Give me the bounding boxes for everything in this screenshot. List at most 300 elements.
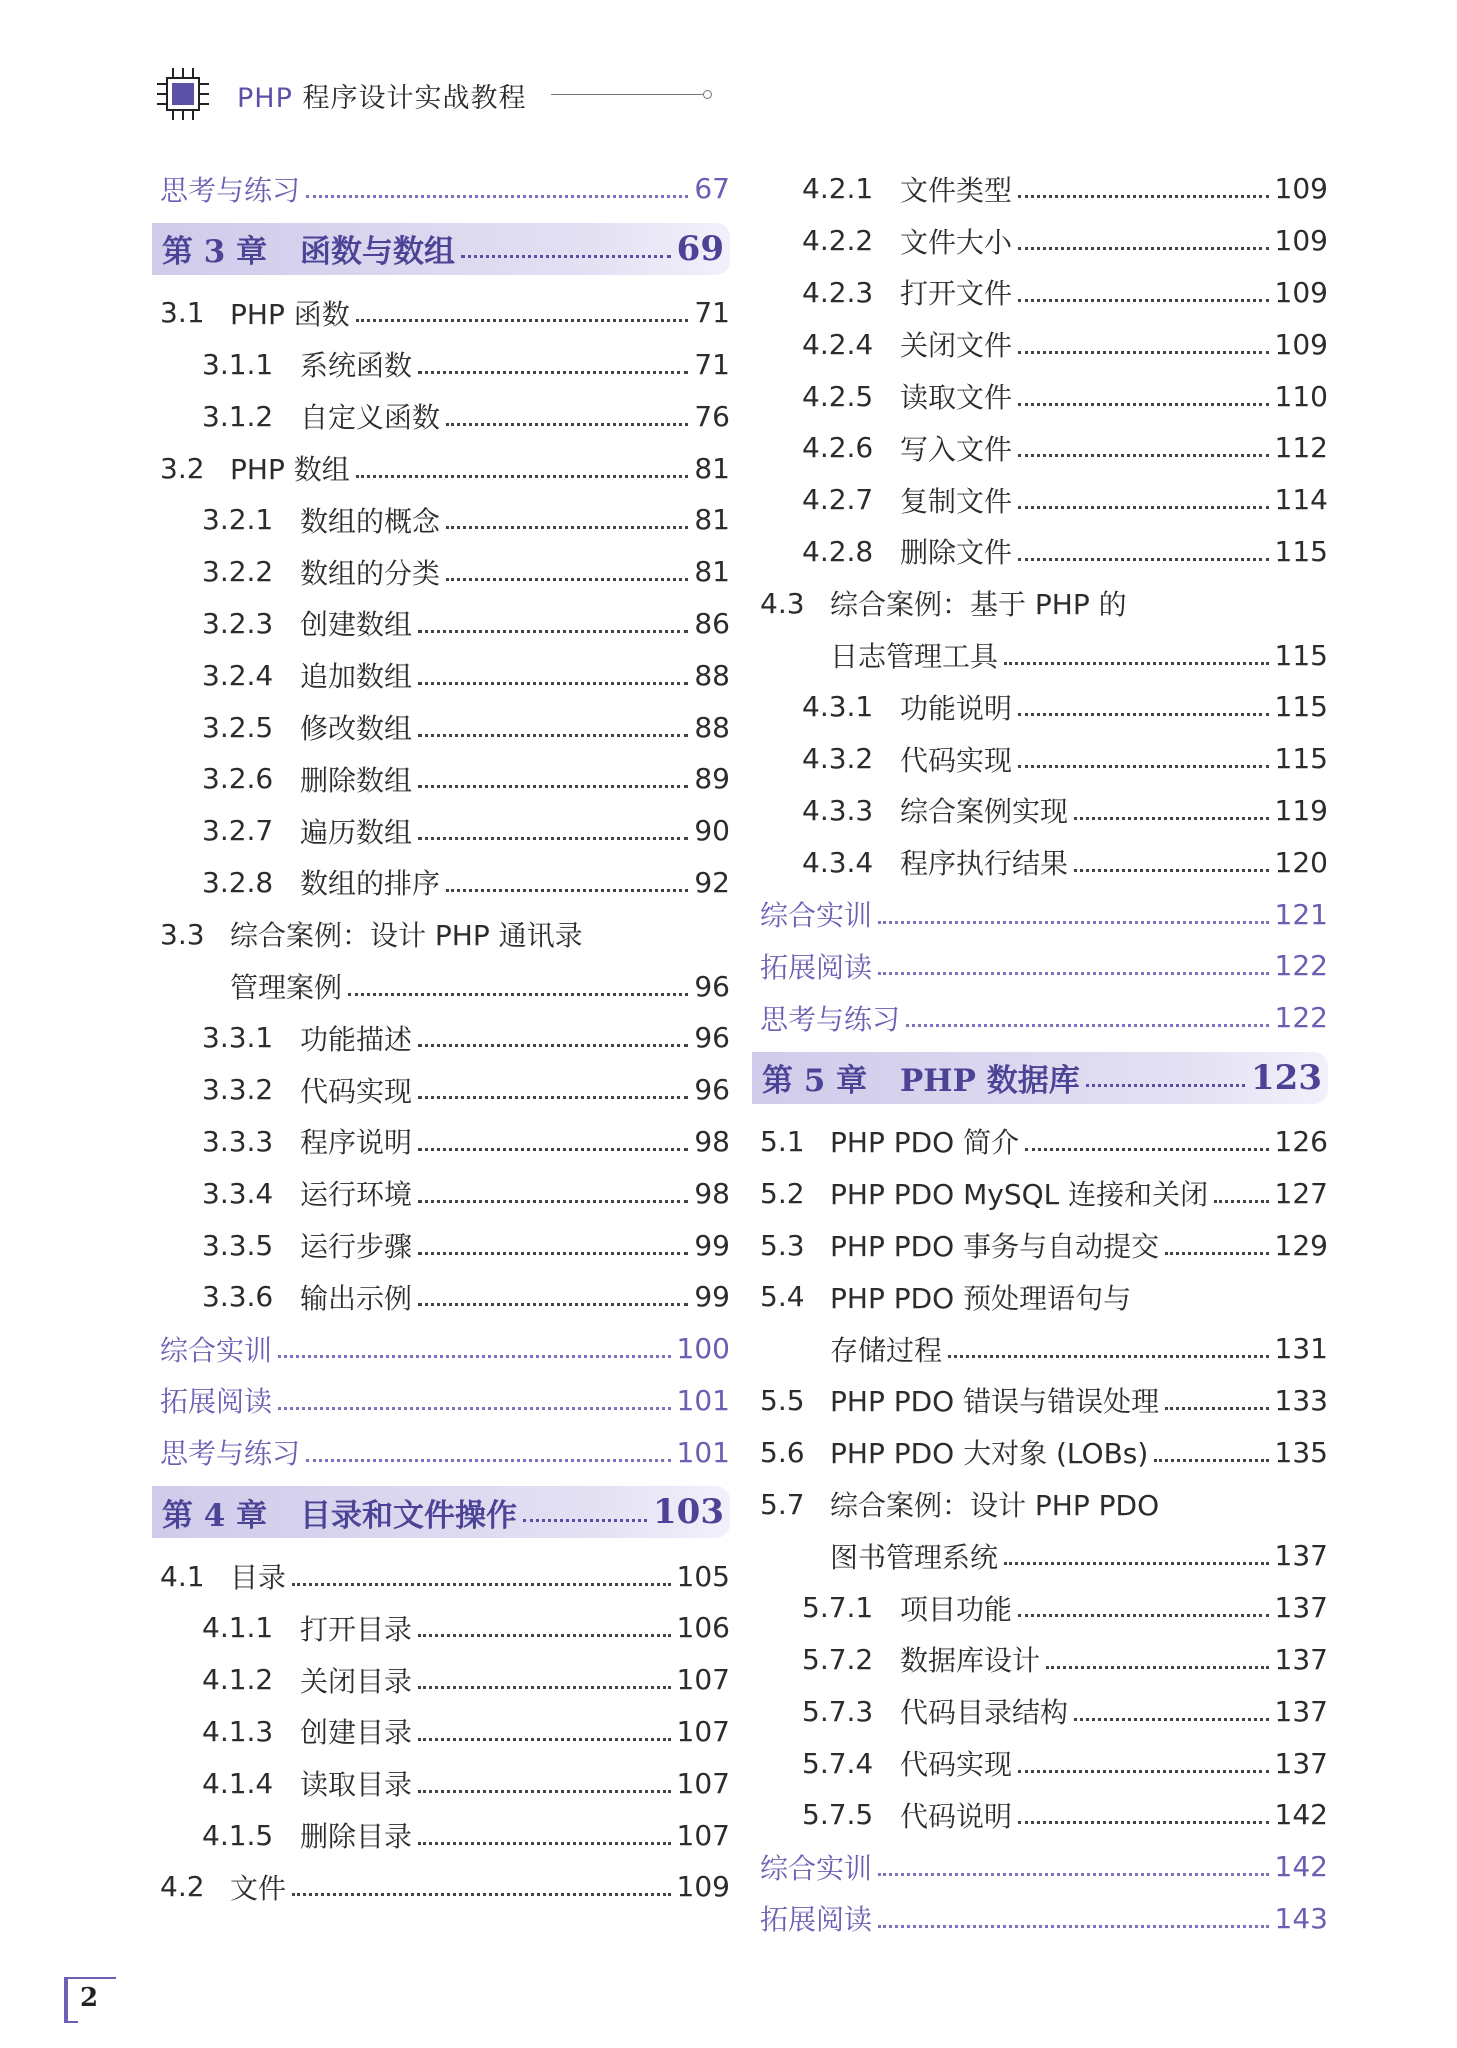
- dot-leader: [878, 1925, 1269, 1928]
- section-page: 142: [1274, 1798, 1328, 1832]
- dot-leader: [306, 195, 688, 198]
- section-page: 101: [676, 1383, 730, 1417]
- section-title: 思考与练习: [160, 1437, 301, 1471]
- section-page: 81: [694, 555, 730, 589]
- section-page: 107: [676, 1766, 730, 1800]
- dot-leader: [1018, 454, 1269, 457]
- toc-entry: [152, 1219, 730, 1271]
- section-title: 复制文件: [900, 484, 1013, 518]
- chapter-heading: [152, 223, 730, 275]
- section-page: 121: [1274, 897, 1328, 931]
- toc-entry: [752, 1375, 1328, 1427]
- toc-entry: [752, 733, 1328, 785]
- section-title: PHP 函数: [230, 297, 350, 331]
- dot-leader: [418, 1252, 688, 1255]
- section-title: 运行环境: [300, 1178, 413, 1212]
- section-title: 代码说明: [900, 1799, 1013, 1833]
- running-header: [153, 64, 673, 124]
- toc-entry: [152, 1602, 730, 1654]
- section-number: 4.3.3: [802, 793, 874, 827]
- section-page: 107: [676, 1663, 730, 1697]
- section-number: 3.2.4: [202, 658, 274, 692]
- toc-entry: [752, 1582, 1328, 1634]
- section-title: 程序说明: [300, 1126, 413, 1160]
- section-number: 3.2.8: [202, 865, 274, 899]
- chapter-page: 103: [653, 1492, 724, 1533]
- section-title: 数组的排序: [300, 867, 441, 901]
- toc-entry: [152, 494, 730, 546]
- section-title: 数据库设计: [900, 1644, 1041, 1678]
- dot-leader: [418, 1303, 688, 1306]
- section-page: 115: [1274, 638, 1328, 672]
- section-title: 管理案例: [230, 971, 343, 1005]
- dot-leader: [418, 1200, 688, 1203]
- toc-entry: [752, 1634, 1328, 1686]
- section-number: 3.1: [160, 296, 205, 330]
- chapter-page: 123: [1251, 1057, 1322, 1098]
- toc-entry: [752, 1426, 1328, 1478]
- section-title: 打开文件: [900, 277, 1013, 311]
- toc-entry: [152, 805, 730, 857]
- dot-leader: [278, 1355, 671, 1358]
- section-title: 读取目录: [300, 1768, 413, 1802]
- toc-entry: [152, 701, 730, 753]
- section-title: 功能说明: [900, 691, 1013, 725]
- dot-leader: [878, 1873, 1269, 1876]
- dot-leader: [446, 423, 688, 426]
- dot-leader: [1214, 1200, 1268, 1203]
- toc-entry: [752, 267, 1328, 319]
- header-rule: [551, 94, 703, 95]
- toc-entry: [152, 753, 730, 805]
- section-title: 文件: [230, 1871, 287, 1905]
- section-page: 101: [676, 1435, 730, 1469]
- chapter-title: 函数与数组: [300, 234, 455, 271]
- toc-entry: [752, 1323, 1328, 1375]
- section-title: 文件类型: [900, 173, 1013, 207]
- section-title: 拓展阅读: [760, 1903, 873, 1937]
- section-page: 119: [1274, 793, 1328, 827]
- section-title: 系统函数: [300, 349, 413, 383]
- section-title: PHP PDO 事务与自动提交: [830, 1230, 1160, 1264]
- section-number: 3.2: [160, 451, 205, 485]
- section-number: 4.1.2: [202, 1663, 274, 1697]
- toc-entry: [752, 163, 1328, 215]
- dot-leader: [1165, 1252, 1268, 1255]
- section-page: 99: [694, 1280, 730, 1314]
- section-number: 5.2: [760, 1176, 805, 1210]
- section-page: 120: [1274, 845, 1328, 879]
- section-title: 代码实现: [900, 1748, 1013, 1781]
- toc-extra-entry: [152, 1426, 730, 1478]
- toc-entry: [152, 1861, 730, 1913]
- toc-entry: [152, 1550, 730, 1602]
- dot-leader: [418, 837, 688, 840]
- section-title: 项目功能: [900, 1592, 1013, 1626]
- section-title: 日志管理工具: [830, 640, 999, 674]
- dot-leader: [418, 1044, 688, 1047]
- toc-entry: [152, 908, 730, 960]
- toc-entry: [152, 1116, 730, 1168]
- section-page: 115: [1274, 742, 1328, 776]
- section-number: 5.3: [760, 1228, 805, 1262]
- page-number: [64, 1975, 114, 2025]
- section-title: 自定义函数: [300, 401, 441, 435]
- section-title: 数组的分类: [300, 556, 441, 590]
- dot-leader: [306, 1459, 671, 1462]
- section-number: 5.6: [760, 1435, 805, 1469]
- section-page: 89: [694, 762, 730, 796]
- section-title: 遍历数组: [300, 815, 413, 849]
- section-number: 4.1: [160, 1559, 205, 1593]
- section-page: 109: [1274, 224, 1328, 258]
- toc-entry: [152, 1271, 730, 1323]
- toc-extra-entry: [752, 940, 1328, 992]
- section-number: 3.3.3: [202, 1124, 274, 1158]
- section-page: 107: [676, 1714, 730, 1748]
- dot-leader: [1018, 713, 1269, 716]
- dot-leader: [418, 371, 688, 374]
- section-number: 4.3.4: [802, 845, 874, 879]
- dot-leader: [1046, 1666, 1269, 1669]
- dot-leader: [446, 526, 688, 529]
- toc-entry: [752, 318, 1328, 370]
- toc-entry: [152, 390, 730, 442]
- section-number: 4.2.4: [802, 327, 874, 361]
- section-page: 109: [676, 1870, 730, 1904]
- dot-leader: [418, 1842, 671, 1845]
- section-page: 107: [676, 1818, 730, 1852]
- section-title: PHP PDO 大对象 (LOBs): [830, 1437, 1149, 1471]
- section-number: 3.3.4: [202, 1176, 274, 1210]
- chip-icon: [153, 64, 213, 124]
- book-title-rest: 程序设计实战教程: [292, 83, 527, 114]
- dot-leader: [418, 682, 688, 685]
- section-title: 图书管理系统: [830, 1540, 999, 1574]
- toc-entry: [152, 649, 730, 701]
- section-page: 90: [694, 814, 730, 848]
- section-number: 5.1: [760, 1124, 805, 1158]
- section-number: 5.7.3: [802, 1694, 874, 1728]
- toc-entry: [152, 339, 730, 391]
- section-number: 4.2.6: [802, 431, 874, 465]
- chapter-heading: [152, 1486, 730, 1538]
- section-page: 137: [1274, 1591, 1328, 1625]
- section-title: 修改数组: [300, 712, 413, 746]
- section-number: 4.1.4: [202, 1766, 274, 1800]
- toc-entry: [752, 422, 1328, 474]
- section-number: 3.2.7: [202, 814, 274, 848]
- section-title: 读取文件: [900, 381, 1013, 415]
- section-title: 综合案例实现: [900, 795, 1069, 829]
- toc-entry: [752, 526, 1328, 578]
- section-page: 71: [694, 347, 730, 381]
- section-number: 3.2.1: [202, 503, 274, 537]
- section-title: 综合实训: [160, 1333, 273, 1367]
- section-number: 4.2.3: [802, 275, 874, 309]
- section-title: 删除数组: [300, 763, 413, 797]
- dot-leader: [1018, 765, 1269, 768]
- section-number: 5.7.4: [802, 1746, 874, 1780]
- section-title: 删除文件: [900, 536, 1013, 570]
- dot-leader: [1074, 1718, 1269, 1721]
- section-title: 代码目录结构: [900, 1696, 1069, 1730]
- toc-entry: [752, 577, 1328, 629]
- section-page: 98: [694, 1176, 730, 1210]
- chapter-title: 目录和文件操作: [300, 1497, 517, 1534]
- dot-leader: [1018, 247, 1269, 250]
- toc-extra-entry: [752, 888, 1328, 940]
- dot-leader: [1074, 869, 1269, 872]
- section-title: 关闭文件: [900, 329, 1013, 363]
- section-title: 关闭目录: [300, 1664, 413, 1698]
- toc-right-column: [752, 163, 1328, 1944]
- section-page: 86: [694, 606, 730, 640]
- section-page: 81: [694, 503, 730, 537]
- toc-entry: [752, 785, 1328, 837]
- dot-leader: [418, 1790, 671, 1793]
- toc-entry: [752, 1478, 1328, 1530]
- section-title: 综合案例：基于 PHP 的: [830, 588, 1127, 622]
- dot-leader: [1018, 403, 1269, 406]
- section-page: 137: [1274, 1746, 1328, 1780]
- section-number: 3.1.1: [202, 347, 274, 381]
- section-page: 96: [694, 1021, 730, 1055]
- section-number: 3.2.5: [202, 710, 274, 744]
- section-page: 109: [1274, 327, 1328, 361]
- section-number: 4.3: [760, 586, 805, 620]
- chapter-title: PHP 数据库: [900, 1063, 1080, 1100]
- section-page: 109: [1274, 172, 1328, 206]
- section-title: 创建数组: [300, 608, 413, 642]
- chapter-number: 第 3 章: [162, 234, 268, 271]
- dot-leader: [446, 578, 688, 581]
- book-title: [237, 76, 526, 115]
- section-title: 综合实训: [760, 1851, 873, 1885]
- toc-extra-entry: [152, 1375, 730, 1427]
- toc-entry: [152, 442, 730, 494]
- chapter-number: 第 4 章: [162, 1497, 268, 1534]
- dot-leader: [1025, 1148, 1268, 1151]
- chapter-page: 69: [676, 228, 724, 269]
- dot-leader: [1154, 1459, 1268, 1462]
- toc-entry: [152, 1012, 730, 1064]
- section-page: 114: [1274, 483, 1328, 517]
- dot-leader: [523, 1519, 647, 1522]
- section-title: PHP PDO 简介: [830, 1126, 1020, 1160]
- toc-entry: [152, 1706, 730, 1758]
- toc-entry: [152, 1654, 730, 1706]
- section-page: 135: [1274, 1435, 1328, 1469]
- toc-entry: [152, 1167, 730, 1219]
- dot-leader: [1018, 1821, 1269, 1824]
- toc-extra-entry: [752, 992, 1328, 1044]
- chapter-heading: [752, 1052, 1328, 1104]
- section-title: 创建目录: [300, 1716, 413, 1750]
- section-page: 81: [694, 451, 730, 485]
- section-number: 4.2.8: [802, 534, 874, 568]
- section-page: 67: [694, 172, 730, 206]
- toc-extra-entry: [152, 163, 730, 215]
- book-title-prefix: PHP: [237, 83, 293, 114]
- toc-entry: [752, 1685, 1328, 1737]
- dot-leader: [292, 1583, 671, 1586]
- dot-leader: [948, 1355, 1269, 1358]
- dot-leader: [1018, 558, 1269, 561]
- section-title: PHP 数组: [230, 453, 350, 487]
- toc-extra-entry: [152, 1323, 730, 1375]
- section-page: 99: [694, 1228, 730, 1262]
- section-title: 打开目录: [300, 1612, 413, 1646]
- dot-leader: [1165, 1407, 1268, 1410]
- page-number-text: 2: [80, 1983, 99, 2013]
- section-title: 综合实训: [760, 899, 873, 933]
- section-title: PHP PDO MySQL 连接和关闭: [830, 1178, 1209, 1212]
- section-title: PHP PDO 预处理语句与: [830, 1281, 1132, 1315]
- section-number: 3.3.1: [202, 1021, 274, 1055]
- section-number: 5.4: [760, 1280, 805, 1314]
- dot-leader: [418, 785, 688, 788]
- toc-entry: [152, 598, 730, 650]
- toc-entry: [152, 287, 730, 339]
- toc-entry: [752, 370, 1328, 422]
- section-title: 代码实现: [300, 1074, 413, 1108]
- toc-entry: [752, 1167, 1328, 1219]
- section-page: 115: [1274, 690, 1328, 724]
- dot-leader: [1018, 1614, 1269, 1617]
- dot-leader: [1004, 1562, 1269, 1565]
- toc-entry: [752, 1789, 1328, 1841]
- dot-leader: [1018, 195, 1269, 198]
- toc-entry: [152, 1064, 730, 1116]
- section-page: 137: [1274, 1539, 1328, 1573]
- section-number: 3.2.3: [202, 606, 274, 640]
- section-number: 3.3.5: [202, 1228, 274, 1262]
- section-page: 88: [694, 658, 730, 692]
- toc-entry: [152, 546, 730, 598]
- section-title: 文件大小: [900, 225, 1013, 259]
- section-number: 4.3.2: [802, 742, 874, 776]
- toc-entry: [152, 857, 730, 909]
- section-page: 96: [694, 969, 730, 1003]
- section-page: 127: [1274, 1176, 1328, 1210]
- header-rule-end: [703, 90, 712, 99]
- toc-entry: [752, 215, 1328, 267]
- dot-leader: [292, 1893, 671, 1896]
- section-page: 122: [1274, 949, 1328, 983]
- section-page: 96: [694, 1073, 730, 1107]
- section-number: 3.2.2: [202, 555, 274, 589]
- dot-leader: [1018, 351, 1269, 354]
- section-title: PHP PDO 错误与错误处理: [830, 1385, 1160, 1419]
- section-page: 110: [1274, 379, 1328, 413]
- section-number: 4.3.1: [802, 690, 874, 724]
- section-number: 5.7.1: [802, 1591, 874, 1625]
- dot-leader: [356, 319, 689, 322]
- toc-entry: [752, 629, 1328, 681]
- section-number: 4.1.5: [202, 1818, 274, 1852]
- section-number: 4.1.3: [202, 1714, 274, 1748]
- section-title: 综合案例：设计 PHP 通讯录: [230, 919, 583, 953]
- dot-leader: [418, 734, 688, 737]
- section-number: 4.2.7: [802, 483, 874, 517]
- section-page: 131: [1274, 1332, 1328, 1366]
- section-title: 追加数组: [300, 660, 413, 694]
- section-title: 代码实现: [900, 743, 1013, 777]
- toc-entry: [752, 1530, 1328, 1582]
- dot-leader: [1004, 662, 1269, 665]
- section-title: 输出示例: [300, 1281, 413, 1315]
- dot-leader: [906, 1024, 1269, 1027]
- dot-leader: [418, 630, 688, 633]
- section-number: 3.1.2: [202, 399, 274, 433]
- dot-leader: [418, 1148, 688, 1151]
- section-number: 4.2.5: [802, 379, 874, 413]
- chapter-number: 第 5 章: [762, 1063, 868, 1100]
- section-page: 100: [676, 1332, 730, 1366]
- toc-entry: [152, 1757, 730, 1809]
- toc-entry: [752, 836, 1328, 888]
- section-number: 5.7: [760, 1487, 805, 1521]
- section-number: 3.3: [160, 917, 205, 951]
- section-page: 142: [1274, 1850, 1328, 1884]
- section-page: 137: [1274, 1642, 1328, 1676]
- dot-leader: [1018, 299, 1269, 302]
- section-number: 5.5: [760, 1383, 805, 1417]
- dot-leader: [418, 1738, 671, 1741]
- section-page: 88: [694, 710, 730, 744]
- dot-leader: [461, 255, 671, 258]
- dot-leader: [418, 1686, 671, 1689]
- toc-entry: [152, 1809, 730, 1861]
- section-title: 运行步骤: [300, 1230, 413, 1264]
- dot-leader: [1018, 506, 1269, 509]
- section-title: 目录: [230, 1561, 287, 1595]
- section-number: 4.2.1: [802, 172, 874, 206]
- dot-leader: [418, 1096, 688, 1099]
- section-number: 4.2: [160, 1870, 205, 1904]
- section-number: 5.7.2: [802, 1642, 874, 1676]
- dot-leader: [418, 1634, 671, 1637]
- section-page: 109: [1274, 275, 1328, 309]
- section-title: 思考与练习: [760, 1002, 901, 1036]
- section-page: 112: [1274, 431, 1328, 465]
- toc-entry: [752, 1271, 1328, 1323]
- section-page: 105: [676, 1559, 730, 1593]
- toc-entry: [752, 474, 1328, 526]
- toc-left-column: [152, 163, 730, 1913]
- section-page: 76: [694, 399, 730, 433]
- section-page: 133: [1274, 1383, 1328, 1417]
- section-number: 5.7.5: [802, 1798, 874, 1832]
- toc-entry: [752, 1219, 1328, 1271]
- dot-leader: [878, 921, 1269, 924]
- toc-entry: [752, 681, 1328, 733]
- toc-extra-entry: [752, 1893, 1328, 1945]
- section-page: 137: [1274, 1694, 1328, 1728]
- dot-leader: [278, 1407, 671, 1410]
- section-title: 综合案例：设计 PHP PDO: [830, 1489, 1160, 1523]
- section-page: 106: [676, 1611, 730, 1645]
- section-title: 删除目录: [300, 1820, 413, 1853]
- section-page: 71: [694, 296, 730, 330]
- section-page: 129: [1274, 1228, 1328, 1262]
- section-number: 4.2.2: [802, 224, 874, 258]
- dot-leader: [348, 993, 688, 996]
- section-page: 92: [694, 865, 730, 899]
- section-number: 3.3.2: [202, 1073, 274, 1107]
- section-title: 功能描述: [300, 1022, 413, 1056]
